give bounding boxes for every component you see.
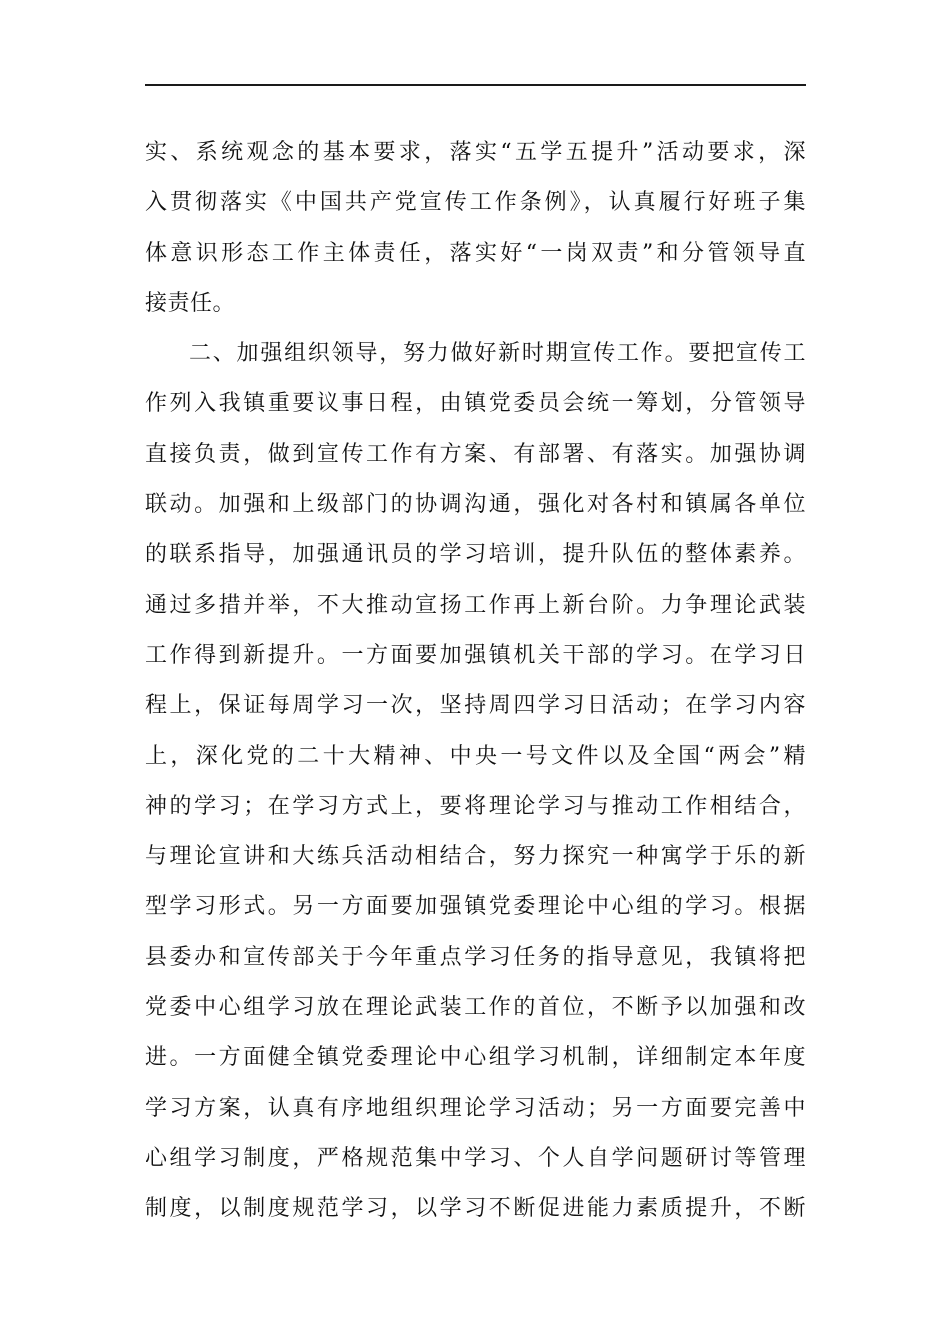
text-line: 联动。加强和上级部门的协调沟通，强化对各村和镇属各单位 xyxy=(145,492,806,518)
header-rule xyxy=(145,84,806,86)
text-line: 党委中心组学习放在理论武装工作的首位，不断予以加强和改 xyxy=(145,995,806,1021)
text-line: 体意识形态工作主体责任，落实好“一岗双责”和分管领导直 xyxy=(145,240,806,266)
text-line: 型学习形式。另一方面要加强镇党委理论中心组的学习。根据 xyxy=(145,894,806,920)
text-line: 进。一方面健全镇党委理论中心组学习机制，详细制定本年度 xyxy=(145,1045,806,1071)
text-line: 直接负责，做到宣传工作有方案、有部署、有落实。加强协调 xyxy=(145,441,806,467)
text-line: 上，深化党的二十大精神、中央一号文件以及全国“两会”精 xyxy=(145,743,806,769)
text-line: 通过多措并举，不大推动宣扬工作再上新台阶。力争理论武装 xyxy=(145,592,806,618)
body-text xyxy=(145,128,806,1235)
text-line: 心组学习制度，严格规范集中学习、个人自学问题研讨等管理 xyxy=(145,1145,806,1171)
text-line: 县委办和宣传部关于今年重点学习任务的指导意见，我镇将把 xyxy=(145,944,806,970)
text-line: 的联系指导，加强通讯员的学习培训，提升队伍的整体素养。 xyxy=(145,542,806,568)
section-heading-line: 二、加强组织领导，努力做好新时期宣传工作。要把宣传工 xyxy=(189,341,806,367)
text-line: 工作得到新提升。一方面要加强镇机关干部的学习。在学习日 xyxy=(145,642,806,668)
text-line: 入贯彻落实《中国共产党宣传工作条例》，认真履行好班子集 xyxy=(145,190,806,216)
text-line: 制度，以制度规范学习，以学习不断促进能力素质提升，不断 xyxy=(145,1196,806,1222)
text-line: 程上，保证每周学习一次，坚持周四学习日活动；在学习内容 xyxy=(145,693,806,719)
text-line: 作列入我镇重要议事日程，由镇党委员会统一筹划，分管领导 xyxy=(145,391,806,417)
text-line: 与理论宣讲和大练兵活动相结合，努力探究一种寓学于乐的新 xyxy=(145,844,806,870)
text-line: 实、系统观念的基本要求，落实“五学五提升”活动要求，深 xyxy=(145,140,806,165)
text-line: 神的学习；在学习方式上，要将理论学习与推动工作相结合， xyxy=(145,793,806,819)
text-line: 接责任。 xyxy=(145,290,236,316)
text-line: 学习方案，认真有序地组织理论学习活动；另一方面要完善中 xyxy=(145,1095,806,1121)
